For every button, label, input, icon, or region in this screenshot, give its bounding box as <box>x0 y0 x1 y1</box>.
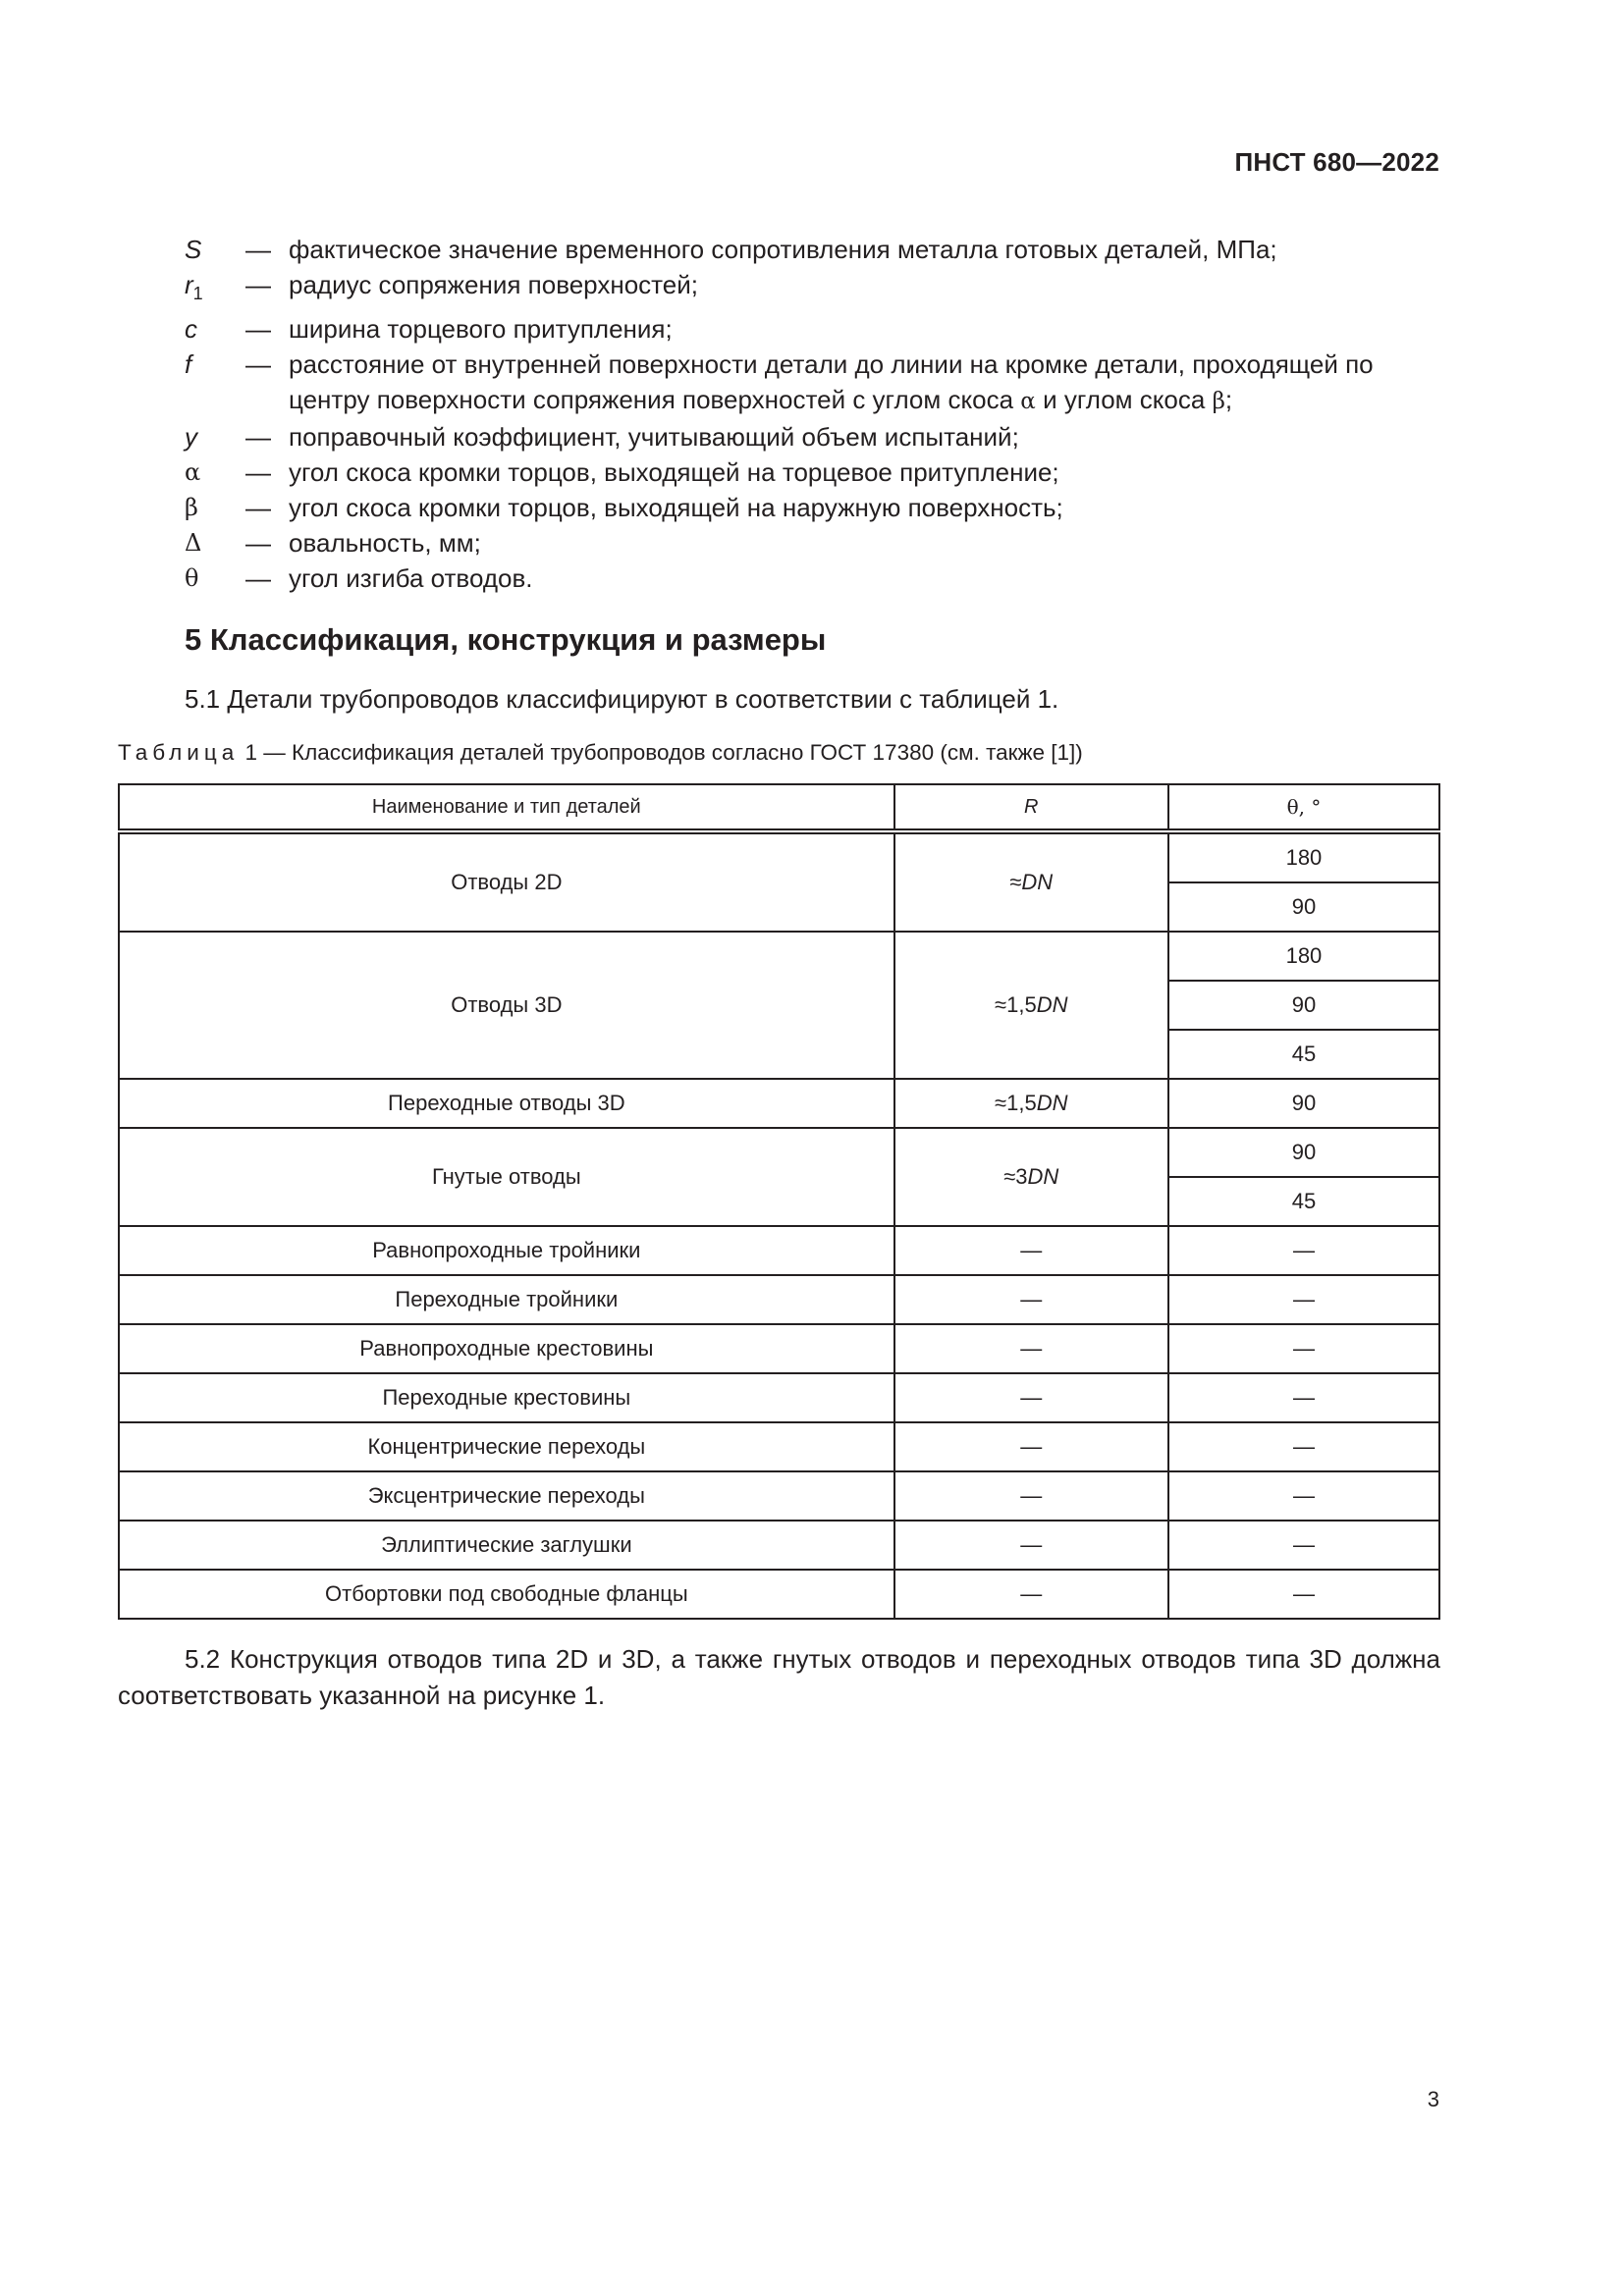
definition-text: радиус сопряжения поверхностей; <box>289 270 698 299</box>
definition-text: угол скоса кромки торцов, выходящей на наружную поверхность; <box>289 493 1063 522</box>
cell-theta: 180 <box>1168 831 1439 882</box>
definition-item <box>185 490 1441 525</box>
cell-name: Отводы 2D <box>119 831 894 932</box>
page-number: 3 <box>1427 2087 1439 2111</box>
definition-item <box>185 561 1441 596</box>
definition-text: угол изгиба отводов. <box>289 563 533 593</box>
definition-symbol: f <box>185 349 192 379</box>
cell-r: — <box>894 1471 1168 1521</box>
definition-text <box>289 347 1441 419</box>
section-heading: 5 Классификация, конструкция и размеры <box>185 622 827 657</box>
table-header-row <box>119 784 1439 831</box>
cell-theta: — <box>1168 1324 1439 1373</box>
table-row <box>119 1521 1439 1570</box>
definition-text: ширина торцевого притупления; <box>289 314 673 344</box>
definition-text: поправочный коэффициент, учитывающий объем испытаний; <box>289 422 1019 452</box>
cell-r: — <box>894 1521 1168 1570</box>
definition-dash: — <box>245 314 271 344</box>
definition-dash: — <box>245 422 271 452</box>
cell-r: — <box>894 1422 1168 1471</box>
definition-dash: — <box>245 493 271 522</box>
cell-r: — <box>894 1373 1168 1422</box>
cell-r <box>894 1079 1168 1128</box>
table-row <box>119 1471 1439 1521</box>
cell-theta: 90 <box>1168 882 1439 932</box>
definition-item <box>185 454 1441 490</box>
definition-symbol: α <box>185 458 201 486</box>
paragraph-5-2 <box>118 1641 1440 1714</box>
document-code: ПНСТ 680—2022 <box>1234 147 1439 177</box>
alpha-symbol: α <box>1020 389 1036 414</box>
table-row <box>119 1275 1439 1324</box>
cell-name: Концентрические переходы <box>119 1422 894 1471</box>
cell-theta: — <box>1168 1275 1439 1324</box>
beta-symbol: β <box>1212 389 1225 414</box>
table-row <box>119 932 1439 981</box>
cell-name: Равнопроходные тройники <box>119 1226 894 1275</box>
cell-name: Отводы 3D <box>119 932 894 1079</box>
definition-text: угол скоса кромки торцов, выходящей на торцевое притупление; <box>289 457 1059 487</box>
cell-theta: 90 <box>1168 981 1439 1030</box>
symbol-base: r <box>185 270 193 299</box>
table-row <box>119 1373 1439 1422</box>
table-row <box>119 1079 1439 1128</box>
cell-name: Равнопроходные крестовины <box>119 1324 894 1373</box>
cell-theta: 180 <box>1168 932 1439 981</box>
cell-r: — <box>894 1226 1168 1275</box>
r-variable: DN <box>1027 1164 1059 1189</box>
cell-r: — <box>894 1324 1168 1373</box>
definition-item <box>185 347 1441 419</box>
table-row <box>119 1226 1439 1275</box>
cell-theta: 90 <box>1168 1079 1439 1128</box>
symbol-definitions-list <box>185 232 1441 596</box>
cell-theta: — <box>1168 1521 1439 1570</box>
definition-dash: — <box>245 270 271 299</box>
definition-item <box>185 419 1441 454</box>
cell-name: Переходные отводы 3D <box>119 1079 894 1128</box>
table-row <box>119 831 1439 882</box>
definition-symbol: S <box>185 235 202 264</box>
cell-name: Эллиптические заглушки <box>119 1521 894 1570</box>
table-row <box>119 1324 1439 1373</box>
r-variable: DN <box>1021 870 1054 894</box>
definition-symbol: y <box>185 422 197 452</box>
table-caption-text: 1 — Классификация деталей трубопроводов согласно ГОСТ 17380 (см. также [1]) <box>239 740 1083 765</box>
r-variable: DN <box>1036 1091 1068 1115</box>
table-row <box>119 1128 1439 1177</box>
symbol-subscript: 1 <box>192 284 203 303</box>
paragraph-5-1: 5.1 Детали трубопроводов классифицируют в соответствии с таблицей 1. <box>185 684 1059 714</box>
cell-theta: 90 <box>1168 1128 1439 1177</box>
definition-dash: — <box>245 235 271 264</box>
cell-theta: — <box>1168 1422 1439 1471</box>
definition-text: фактическое значение временного сопротивления металла готовых деталей, МПа; <box>289 235 1277 264</box>
cell-r <box>894 831 1168 932</box>
table-caption <box>118 740 1083 766</box>
definition-item <box>185 311 1441 347</box>
definition-item <box>185 525 1441 561</box>
definition-symbol <box>185 267 245 311</box>
text-fragment: ; <box>1224 385 1233 414</box>
cell-name: Гнутые отводы <box>119 1128 894 1226</box>
table-row <box>119 1422 1439 1471</box>
cell-name: Эксцентрические переходы <box>119 1471 894 1521</box>
header-name: Наименование и тип деталей <box>119 784 894 831</box>
r-variable: DN <box>1036 992 1068 1017</box>
cell-r <box>894 932 1168 1079</box>
r-prefix: ≈ <box>1009 870 1022 894</box>
cell-name: Переходные крестовины <box>119 1373 894 1422</box>
header-r: R <box>894 784 1168 831</box>
r-prefix: ≈3 <box>1003 1164 1028 1189</box>
cell-theta: 45 <box>1168 1030 1439 1079</box>
cell-theta: — <box>1168 1226 1439 1275</box>
definition-item <box>185 267 1441 311</box>
cell-theta: — <box>1168 1471 1439 1521</box>
cell-r <box>894 1128 1168 1226</box>
definition-dash: — <box>245 457 271 487</box>
text-fragment: и углом скоса <box>1035 385 1213 414</box>
cell-name: Переходные тройники <box>119 1275 894 1324</box>
table-caption-label: Таблица <box>118 740 240 765</box>
header-theta: θ, ° <box>1168 784 1439 831</box>
definition-symbol: β <box>185 494 198 521</box>
classification-table <box>118 783 1440 1620</box>
definition-item <box>185 232 1441 267</box>
r-prefix: ≈1,5 <box>995 1091 1037 1115</box>
definition-dash: — <box>245 563 271 593</box>
table-row <box>119 1570 1439 1619</box>
cell-theta: 45 <box>1168 1177 1439 1226</box>
definition-symbol: c <box>185 314 197 344</box>
definition-dash: — <box>245 528 271 558</box>
definition-symbol: Δ <box>185 529 202 557</box>
cell-r: — <box>894 1570 1168 1619</box>
cell-r: — <box>894 1275 1168 1324</box>
definition-text: овальность, мм; <box>289 528 481 558</box>
definition-symbol: θ <box>185 564 199 592</box>
cell-name: Отбортовки под свободные фланцы <box>119 1570 894 1619</box>
paragraph-5-2-text: 5.2 Конструкция отводов типа 2D и 3D, а также гнутых отводов и переходных отводов типа 3D должна соответствовать указанной на рисунке 1. <box>118 1644 1440 1710</box>
definition-dash: — <box>245 349 271 379</box>
r-prefix: ≈1,5 <box>995 992 1037 1017</box>
text-fragment: расстояние от внутренней поверхности детали до линии на кромке детали, проходящей по центру поверхности сопряжения поверхностей с углом скоса <box>289 349 1374 414</box>
cell-theta: — <box>1168 1570 1439 1619</box>
cell-theta: — <box>1168 1373 1439 1422</box>
